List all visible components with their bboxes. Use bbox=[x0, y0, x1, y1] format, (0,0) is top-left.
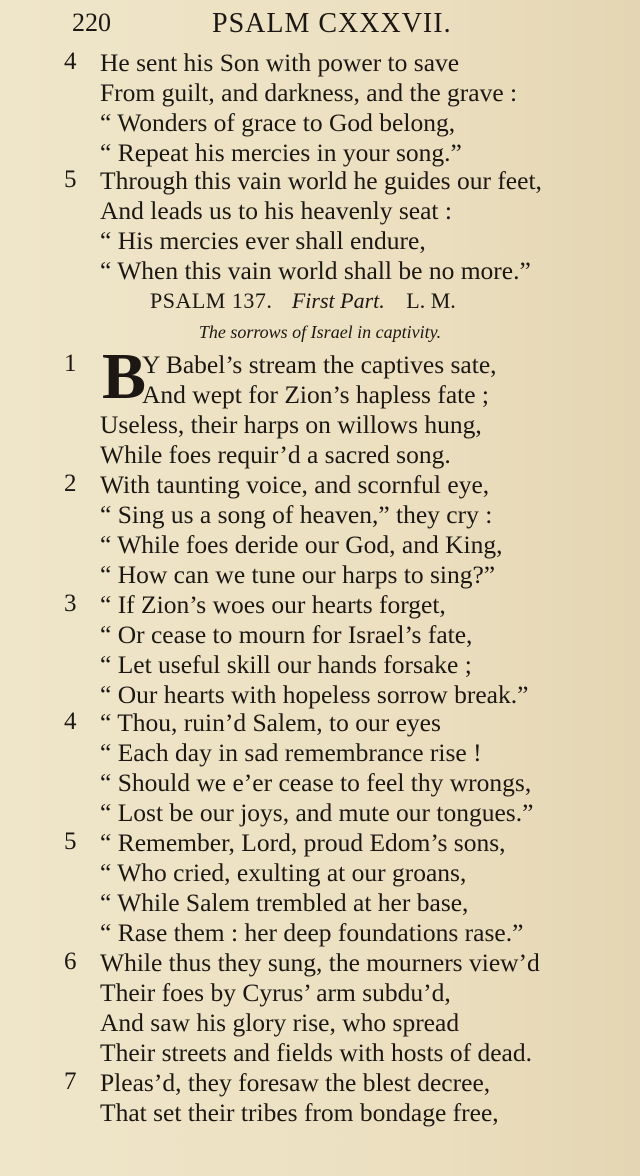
part-label: First Part. bbox=[291, 288, 385, 313]
meter-label: L. M. bbox=[406, 288, 456, 313]
verse-line: “ Lost be our joys, and mute our tongues.” bbox=[100, 798, 534, 827]
verse-line: “ While foes deride our God, and King, bbox=[100, 530, 503, 559]
verse-line: “ How can we tune our harps to sing?” bbox=[100, 560, 496, 589]
verse-line: “ Rase them : her deep foundations rase.” bbox=[100, 918, 524, 947]
verse-line: Useless, their harps on willows hung, bbox=[100, 410, 482, 439]
verse-line: And saw his glory rise, who spread bbox=[100, 1008, 460, 1037]
verse-line: Pleas’d, they foresaw the blest decree, bbox=[100, 1068, 491, 1097]
verse-line: He sent his Son with power to save bbox=[100, 48, 460, 77]
stanza-number: 5 bbox=[64, 166, 77, 193]
stanza-number: 4 bbox=[64, 48, 77, 75]
verse-line: “ His mercies ever shall endure, bbox=[100, 226, 426, 255]
verse-line: “ Our hearts with hopeless sorrow break.” bbox=[100, 680, 529, 709]
running-title: PSALM CXXXVII. bbox=[212, 8, 452, 39]
stanza-number: 1 bbox=[64, 350, 77, 377]
verse-line: Their streets and fields with hosts of dead. bbox=[100, 1038, 532, 1067]
verse-line: And wept for Zion’s hapless fate ; bbox=[142, 380, 490, 409]
verse-line: “ Should we e’er cease to feel thy wrongs, bbox=[100, 768, 532, 797]
psalm-number: PSALM 137. bbox=[150, 288, 273, 313]
verse-line: Through this vain world he guides our feet, bbox=[100, 166, 542, 195]
page-number: 220 bbox=[72, 8, 111, 37]
stanza-number: 3 bbox=[64, 590, 77, 617]
verse-line: “ While Salem trembled at her base, bbox=[100, 888, 469, 917]
stanza-number: 6 bbox=[64, 948, 77, 975]
verse-line: While thus they sung, the mourners view’d bbox=[100, 948, 540, 977]
stanza-number: 5 bbox=[64, 828, 77, 855]
verse-line: With taunting voice, and scornful eye, bbox=[100, 470, 490, 499]
verse-line: While foes requir’d a sacred song. bbox=[100, 440, 451, 469]
verse-line: “ Sing us a song of heaven,” they cry : bbox=[100, 500, 493, 529]
stanza-number: 2 bbox=[64, 470, 77, 497]
verse-line: And leads us to his heavenly seat : bbox=[100, 196, 452, 225]
verse-line: “ If Zion’s woes our hearts forget, bbox=[100, 590, 446, 619]
verse-line: “ When this vain world shall be no more.” bbox=[100, 256, 531, 285]
verse-line: That set their tribes from bondage free, bbox=[100, 1098, 499, 1127]
stanza-number: 7 bbox=[64, 1068, 77, 1095]
psalm-subtitle: The sorrows of Israel in captivity. bbox=[198, 322, 442, 342]
verse-line: “ Each day in sad remembrance rise ! bbox=[100, 738, 482, 767]
verse-line: “ Remember, Lord, proud Edom’s sons, bbox=[100, 828, 506, 857]
verse-line: “ Or cease to mourn for Israel’s fate, bbox=[100, 620, 473, 649]
verse-line: “ Who cried, exulting at our groans, bbox=[100, 858, 467, 887]
verse-line: Y Babel’s stream the captives sate, bbox=[142, 350, 497, 379]
verse-line: Their foes by Cyrus’ arm subdu’d, bbox=[100, 978, 451, 1007]
verse-line: From guilt, and darkness, and the grave : bbox=[100, 78, 518, 107]
verse-line: “ Let useful skill our hands forsake ; bbox=[100, 650, 472, 679]
page-header bbox=[0, 2, 640, 46]
drop-cap: B bbox=[102, 340, 147, 413]
section-heading bbox=[150, 288, 570, 314]
verse-line: “ Thou, ruin’d Salem, to our eyes bbox=[100, 708, 441, 737]
stanza-number: 4 bbox=[64, 708, 77, 735]
verse-line: “ Wonders of grace to God belong, bbox=[100, 108, 456, 137]
verse-line: “ Repeat his mercies in your song.” bbox=[100, 138, 462, 167]
